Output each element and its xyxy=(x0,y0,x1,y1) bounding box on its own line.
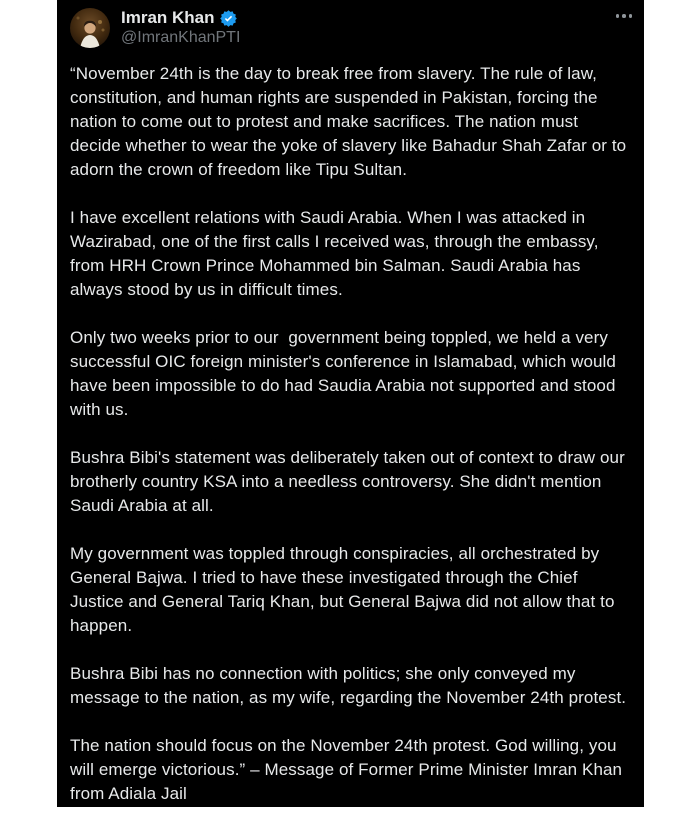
tweet-paragraph: Only two weeks prior to our government being toppled, we held a very successful OIC foreign minister's conference in Islamabad, which would have been impossible to do had Saudia Arabia not supported and stood with us. xyxy=(70,328,621,419)
more-options-icon xyxy=(622,14,626,18)
tweet-header xyxy=(57,0,644,48)
name-block xyxy=(121,8,240,48)
tweet-paragraph: Bushra Bibi's statement was deliberately taken out of context to draw our brotherly country KSA into a needless controversy. She didn't mention Saudi Arabia at all. xyxy=(70,448,630,515)
display-name[interactable]: Imran Khan xyxy=(121,8,215,27)
more-options-icon xyxy=(616,14,620,18)
tweet-paragraph: The nation should focus on the November 24th protest. God willing, you will emerge victorious.” – Message of Former Prime Minister Imran Khan from Adiala Jail xyxy=(70,736,627,803)
tweet-card xyxy=(57,0,644,807)
tweet-paragraph: I have excellent relations with Saudi Arabia. When I was attacked in Wazirabad, one of the first calls I received was, through the embassy, from HRH Crown Prince Mohammed bin Salman. Saudi Arabia has always stood by us in difficult times. xyxy=(70,208,604,299)
name-row xyxy=(121,8,240,28)
handle[interactable]: @ImranKhanPTI xyxy=(121,29,241,46)
avatar[interactable] xyxy=(70,8,110,48)
tweet-paragraph: My government was toppled through conspiracies, all orchestrated by General Bajwa. I tried to have these investigated through the Chief Justice and General Tariq Khan, but General Bajwa did not allow that to happen. xyxy=(70,544,620,635)
more-options-button[interactable] xyxy=(612,10,637,22)
tweet-paragraph: “November 24th is the day to break free from slavery. The rule of law, constitution, and human rights are suspended in Pakistan, forcing the nation to come out to protest and make sacrifices. The nation must decide whether to wear the yoke of slavery like Bahadur Shah Zafar or to adorn the crown of freedom like Tipu Sultan. xyxy=(70,64,632,179)
more-options-icon xyxy=(629,14,633,18)
tweet-paragraph: Bushra Bibi has no connection with politics; she only conveyed my message to the nation, as my wife, regarding the November 24th protest. xyxy=(70,664,627,707)
profile-photo xyxy=(70,8,110,48)
verified-badge-icon xyxy=(219,9,238,28)
tweet-text xyxy=(57,48,644,806)
